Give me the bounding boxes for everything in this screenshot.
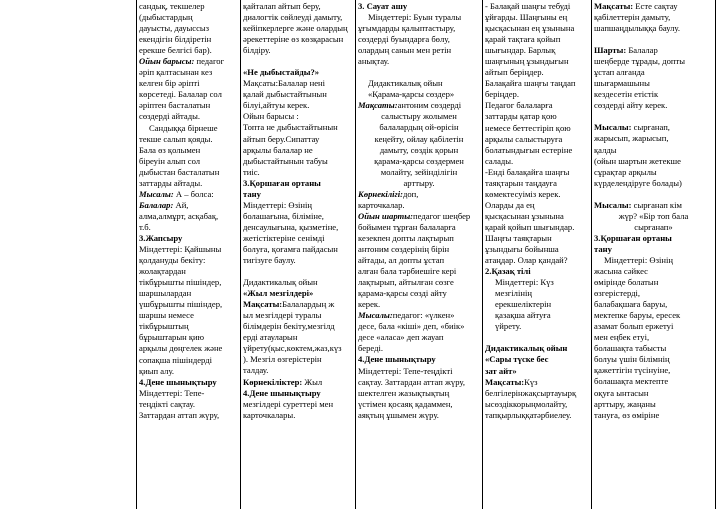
label-lead: Мақсаты:: [485, 376, 525, 387]
blank-line: [358, 67, 480, 78]
text-line: қысқасынан ең ұзынына: [485, 23, 575, 34]
text-line: айтады, ал допты ұстап: [358, 255, 445, 266]
text-line: салады.: [485, 155, 514, 166]
text-line: екендігін білдіретін: [139, 34, 212, 45]
label-lead: Мысалы:: [594, 199, 632, 210]
text-line: дамыту, сөздік қорын: [379, 144, 459, 155]
text-line: қазақша айтуға: [495, 310, 551, 321]
text-line: қабілеттерін дамыту,: [594, 12, 671, 23]
text-line: үшбұрышты пішіндер,: [139, 299, 223, 310]
text-line: Дидактикалық ойын: [368, 78, 443, 89]
text-line: білдіру.: [243, 45, 271, 56]
text-line: [139, 200, 238, 211]
text-line: [139, 56, 238, 67]
text-line: жолақтардан: [139, 266, 186, 277]
text-line: оқуға ынтасын: [594, 387, 649, 398]
text-line: мектепке баруы, ересек: [594, 310, 681, 321]
blank-line: [243, 56, 353, 67]
text-line: 3.Қоршаған ортаны: [594, 232, 672, 243]
text-line: мезгілдері суреттері мен: [243, 398, 334, 409]
text-line: зат айт»: [485, 365, 517, 376]
text-line: тану: [243, 188, 261, 199]
label-lead: Мақсаты:: [358, 100, 398, 111]
text-line: т.б.: [139, 221, 151, 232]
text-line: Міндеттері: Күз: [495, 277, 554, 288]
text-line: кезекпен допты лақтырып: [358, 232, 454, 243]
text-line: белгілерінжақсыртауырқ: [485, 387, 577, 398]
text-line: тиіс.: [243, 166, 260, 177]
text-line: Оларды да ең: [485, 199, 535, 210]
text-line: Дидактикалық ойын: [243, 277, 318, 288]
text-line: қарама-қарсы сөзді айту: [358, 288, 447, 299]
text-line: шаршылардан: [139, 288, 192, 299]
text-line: «Сары түске бес: [485, 354, 549, 365]
text-line: келген бір әріпті: [139, 78, 200, 89]
text-line: 2.Қазақ тілі: [485, 266, 531, 277]
text-line: заттарды қатар қою: [485, 111, 557, 122]
text-line: қалды: [594, 144, 617, 155]
text-line: 4.Дене шынықтыру: [139, 376, 217, 387]
text-line: бойымен тұрған балаларға: [358, 221, 456, 232]
label-lead: Ойын шарты:: [358, 210, 414, 221]
text-line: дыбыстайтынын табуы: [243, 155, 328, 166]
text-line: шапшаңдылыққа баулу.: [594, 23, 681, 34]
label-rest: Ай,: [173, 199, 189, 210]
text-line: әріп қалтасынан кез: [139, 67, 213, 78]
label-rest: сырғанап,: [631, 122, 670, 133]
label-rest: педагог: [194, 56, 225, 67]
text-line: ерді атауларын: [243, 332, 298, 343]
label-lead: Мысалы:: [139, 188, 174, 199]
text-line: талдау.: [243, 365, 269, 376]
text-line: мезгілінің: [495, 288, 532, 299]
label-rest: педагог шеңбер: [413, 210, 471, 221]
text-line: Дидактикалық ойын: [485, 343, 568, 354]
text-line: ерекшеліктерін: [495, 299, 552, 310]
text-line: жарысып, жарысып,: [594, 133, 669, 144]
text-line: немесе беттестіріп қою: [485, 122, 571, 133]
text-line: болашақта мектепте: [594, 376, 669, 387]
text-line: «Жыл мезгілдері»: [243, 288, 314, 299]
text-line: [594, 45, 713, 56]
text-line: қиып алу.: [139, 365, 175, 376]
label-lead: Көрнекілігі:: [358, 188, 403, 199]
text-line: Топта не дыбыстайтынын: [243, 122, 338, 133]
text-line: біреуін алып сол: [139, 155, 201, 166]
text-line: арқылы салыстыруға: [485, 133, 563, 144]
text-line: тікбұрышты пішіндер,: [139, 277, 222, 288]
text-line: сырғанап»: [634, 221, 673, 232]
blank-line: [594, 111, 713, 122]
label-lead: Мақсаты:: [594, 1, 634, 11]
text-line: керек.: [358, 299, 381, 310]
text-line: карточкалары.: [243, 409, 296, 420]
text-line: білімдерін бекіту,мезгілд: [243, 321, 335, 332]
text-line: кейіпкерлерге және олардың: [243, 23, 348, 34]
text-line: сақтау. Заттардан аттап жүру,: [358, 376, 465, 387]
text-line: болуға, қоғамға пайдасын: [243, 243, 338, 254]
text-line: текше салып қояды.: [139, 133, 213, 144]
label-lead: Балалар:: [139, 199, 174, 210]
text-line: ысөздіккорыңмолайту,: [485, 398, 568, 409]
text-line: [594, 200, 713, 211]
text-line: білуі,айтуы керек.: [243, 100, 310, 111]
table-column-3: [355, 0, 482, 509]
text-line: антоним сөздерінің бірін: [358, 243, 450, 254]
text-line: күрделендіруге болады): [594, 177, 682, 188]
text-line: 3.Жапсыру: [139, 232, 183, 243]
text-line: болашағына, біліміне,: [243, 210, 324, 221]
text-line: тапқырлыққатәрбиелеу.: [485, 409, 572, 420]
text-line: 3. Сауат ашу: [358, 1, 408, 11]
text-line: ұғымдарды қалыптастыру,: [358, 23, 456, 34]
text-line: үйрету(қыс,көктем,жаз,күз: [243, 343, 342, 354]
blank-line: [594, 189, 713, 200]
text-line: десе «аласа» деп жауап: [358, 332, 444, 343]
text-line: Міндеттері: Буын туралы: [368, 12, 462, 23]
text-line: бұрыштарын қию: [139, 332, 205, 343]
text-line: «Қарама-қарсы сөздер»: [368, 89, 455, 100]
text-line: өмірінде болатын: [594, 277, 659, 288]
text-line: атаңдар. Олар қандай?: [485, 255, 568, 266]
text-line: шығындар. Барлық: [485, 45, 556, 56]
text-line: заттарды айтады.: [139, 177, 203, 188]
text-line: Міндеттері: Өзінің: [243, 199, 312, 210]
text-line: жасына сәйкес: [594, 265, 648, 276]
text-line: олардың санын мен ретін: [358, 45, 452, 56]
text-line: Міндеттері: Өзінің: [604, 254, 673, 265]
text-line: сөздерді айту керек.: [594, 100, 668, 111]
text-line: айтып беру.Сипаттау: [243, 133, 320, 144]
text-line: Заттардан аттап жүру,: [139, 409, 220, 420]
text-line: Мақсаты:Балалар нені: [243, 78, 326, 89]
blank-line: [485, 332, 589, 343]
text-line: [358, 310, 480, 321]
table-column-2: [240, 0, 355, 509]
text-line: өзгерістерді,: [594, 288, 641, 299]
text-line: қарама-қарсы сөздермен: [374, 155, 464, 166]
text-line: (ойын шартын жетекше: [594, 155, 681, 166]
text-line: қолдануды бекіту:: [139, 255, 206, 266]
text-line: анықтау.: [358, 56, 390, 67]
text-line: үйрету.: [495, 321, 522, 332]
text-line: шектелген жазықтықтың: [358, 387, 450, 398]
text-line: [139, 189, 238, 200]
label-rest: А – болса:: [173, 188, 214, 199]
text-line: көмектесуіміз керек.: [485, 188, 561, 199]
text-line: тікбұрыштың: [139, 321, 189, 332]
label-rest: педагог: «үлкен»: [392, 310, 455, 321]
text-line: әрекеттеріне өз көзқарасын: [243, 34, 344, 45]
text-line: салыстыру жолымен: [381, 111, 457, 122]
text-line: Міндеттері: Тепе-: [139, 387, 205, 398]
text-line: ыл мезгілдері туралы: [243, 310, 322, 321]
text-line: [358, 189, 480, 200]
label-rest: доп,: [402, 188, 419, 199]
label-rest: Есте сақтау: [633, 1, 678, 11]
text-line: лақтырып, айтылған сөзге: [358, 277, 454, 288]
label-rest: Жыл: [302, 376, 323, 387]
text-line: ұйғарды. Шаңғыны ең: [485, 12, 568, 23]
text-line: болуы үшін білімнің: [594, 354, 670, 365]
text-line: Сандыққа бірнеше: [149, 122, 218, 133]
text-line: үстімен қосаяқ қадаммен,: [358, 398, 453, 409]
text-line: сандық, текшелер: [139, 1, 205, 11]
label-lead: Мысалы:: [358, 310, 393, 321]
text-line: [243, 377, 353, 388]
text-line: ). Мезгіл өзгерістерін: [243, 354, 322, 365]
text-line: дауысты, дауыссыз: [139, 23, 210, 34]
text-line: қарай қойып шығындар.: [485, 221, 575, 232]
text-line: арттыру, жаңаны: [594, 398, 656, 409]
text-line: ерекше белгісі бар).: [139, 45, 212, 56]
text-line: алма,алмұрт, асқабақ,: [139, 210, 219, 221]
table-column-1: [136, 0, 240, 509]
text-line: шаршы немесе: [139, 310, 194, 321]
text-line: -Енді балақайға шаңғы: [485, 166, 570, 177]
text-line: мен еңбек етуі,: [594, 332, 650, 343]
label-rest: Балалар: [626, 45, 658, 56]
label-lead: Мақсаты:: [243, 299, 283, 310]
text-line: (дыбыстардың: [139, 12, 193, 23]
section-heading: 4.Дене шынықтыру: [243, 387, 321, 398]
text-line: қарай тақтаға қойып: [485, 34, 561, 45]
text-line: аяқтың ұшымен жүру.: [358, 409, 439, 420]
text-line: сопақша пішіндерді: [139, 354, 213, 365]
text-line: ұзындығы бойынша: [485, 244, 559, 255]
text-line: таяқтарын таңдауға: [485, 177, 557, 188]
label-lead: Ойын барысы:: [139, 56, 195, 67]
text-line: балалардың ой-өрісін: [379, 122, 459, 133]
text-line: қажеттігін түсінуіне,: [594, 365, 671, 376]
text-line: дыбыстан басталатын: [139, 166, 220, 177]
label-rest: сырғанап кім: [631, 199, 682, 210]
text-line: [594, 122, 713, 133]
text-line: десе, бала «кіші» деп, «биік»: [358, 321, 465, 332]
text-line: алған бала тәрбиешіге кері: [358, 266, 457, 277]
text-line: 4.Дене шынықтыру: [358, 354, 436, 365]
text-line: теңдікті сақтау.: [139, 398, 196, 409]
text-line: тану: [594, 243, 612, 254]
text-line: береді.: [358, 343, 383, 354]
text-line: кездесетін етістік: [594, 89, 659, 100]
text-line: 3.Қоршаған ортаны: [243, 177, 321, 188]
text-line: Балақайға шаңғы таңдап: [485, 78, 576, 89]
text-line: қайталап айтып беру,: [243, 1, 321, 11]
label-rest: антоним сөздерді: [397, 100, 462, 111]
table-column-5: [591, 0, 715, 509]
text-line: беріңдер.: [485, 89, 519, 100]
text-line: сөздерді айтады.: [139, 111, 201, 122]
text-line: Міндеттері: Тепе-теңдікті: [358, 365, 453, 376]
text-line: азамат болып ержетуі: [594, 321, 674, 332]
text-line: Ойын барысы :: [243, 111, 299, 122]
text-line: Шаңғы таяқтарын: [485, 232, 552, 243]
text-line: молайту, зейінділігін: [380, 166, 458, 177]
blank-line: [594, 34, 713, 45]
label-lead: Көрнекіліктер:: [243, 376, 303, 387]
text-line: [358, 100, 480, 111]
text-line: [485, 377, 589, 388]
text-line: көрсетеді. Балалар сол: [139, 89, 222, 100]
text-line: денсаулығына, қызметіне,: [243, 221, 339, 232]
text-line: шығармашыны: [594, 78, 650, 89]
text-line: ұстап алғанда: [594, 67, 645, 78]
text-line: Педагог балаларға: [485, 100, 553, 111]
text-line: арттыру.: [403, 177, 435, 188]
text-line: шаңғының ұзындығын: [485, 56, 569, 67]
text-line: арқылы балалар не: [243, 144, 313, 155]
blank-line: [243, 266, 353, 277]
text-line: кеңейту, ойлау қабілетін: [374, 133, 464, 144]
text-line: айтып беріңдер.: [485, 67, 544, 78]
text-line: болатындығын естеріне: [485, 144, 573, 155]
text-line: балабақшаға баруы,: [594, 299, 668, 310]
text-line: - Балақай шаңғы тебуді: [485, 1, 571, 11]
label-rest: Балалардың ж: [282, 299, 335, 310]
text-line: [594, 1, 713, 12]
text-line: диалогтік сөйлеуді дамыту,: [243, 12, 343, 23]
text-line: арқылы дөңгелек және: [139, 343, 223, 354]
text-line: [243, 299, 353, 310]
text-line: тигізуге баулу.: [243, 255, 296, 266]
text-line: қысқасынан ұзынына: [485, 210, 564, 221]
table-column-4: [482, 0, 591, 509]
text-line: сөздерді буындарға бөлу,: [358, 34, 450, 45]
text-line: тануға, өз өміріне: [594, 409, 660, 420]
label-lead: Шарты:: [594, 45, 627, 56]
text-line: шеңберде тұрады, допты: [594, 56, 686, 67]
text-line: Бала өз қолымен: [139, 144, 201, 155]
text-line: болашақта табысты: [594, 343, 667, 354]
text-line: Міндеттері: Қайшыны: [139, 244, 222, 255]
text-line: сұрақтар арқылы: [594, 166, 657, 177]
text-line: әріптен басталатын: [139, 100, 211, 111]
text-line: жетістіктеріне сенімді: [243, 232, 325, 243]
text-line: қалай дыбыстайтынын: [243, 89, 327, 100]
text-line: [358, 211, 480, 222]
column-divider: [715, 0, 716, 509]
text-line: «Не дыбыстайды?»: [243, 67, 320, 78]
text-line: карточкалар.: [358, 199, 405, 210]
text-line: жүр? «Бір топ бала: [618, 210, 689, 221]
label-rest: Күз: [524, 376, 538, 387]
label-lead: Мысалы:: [594, 122, 632, 133]
